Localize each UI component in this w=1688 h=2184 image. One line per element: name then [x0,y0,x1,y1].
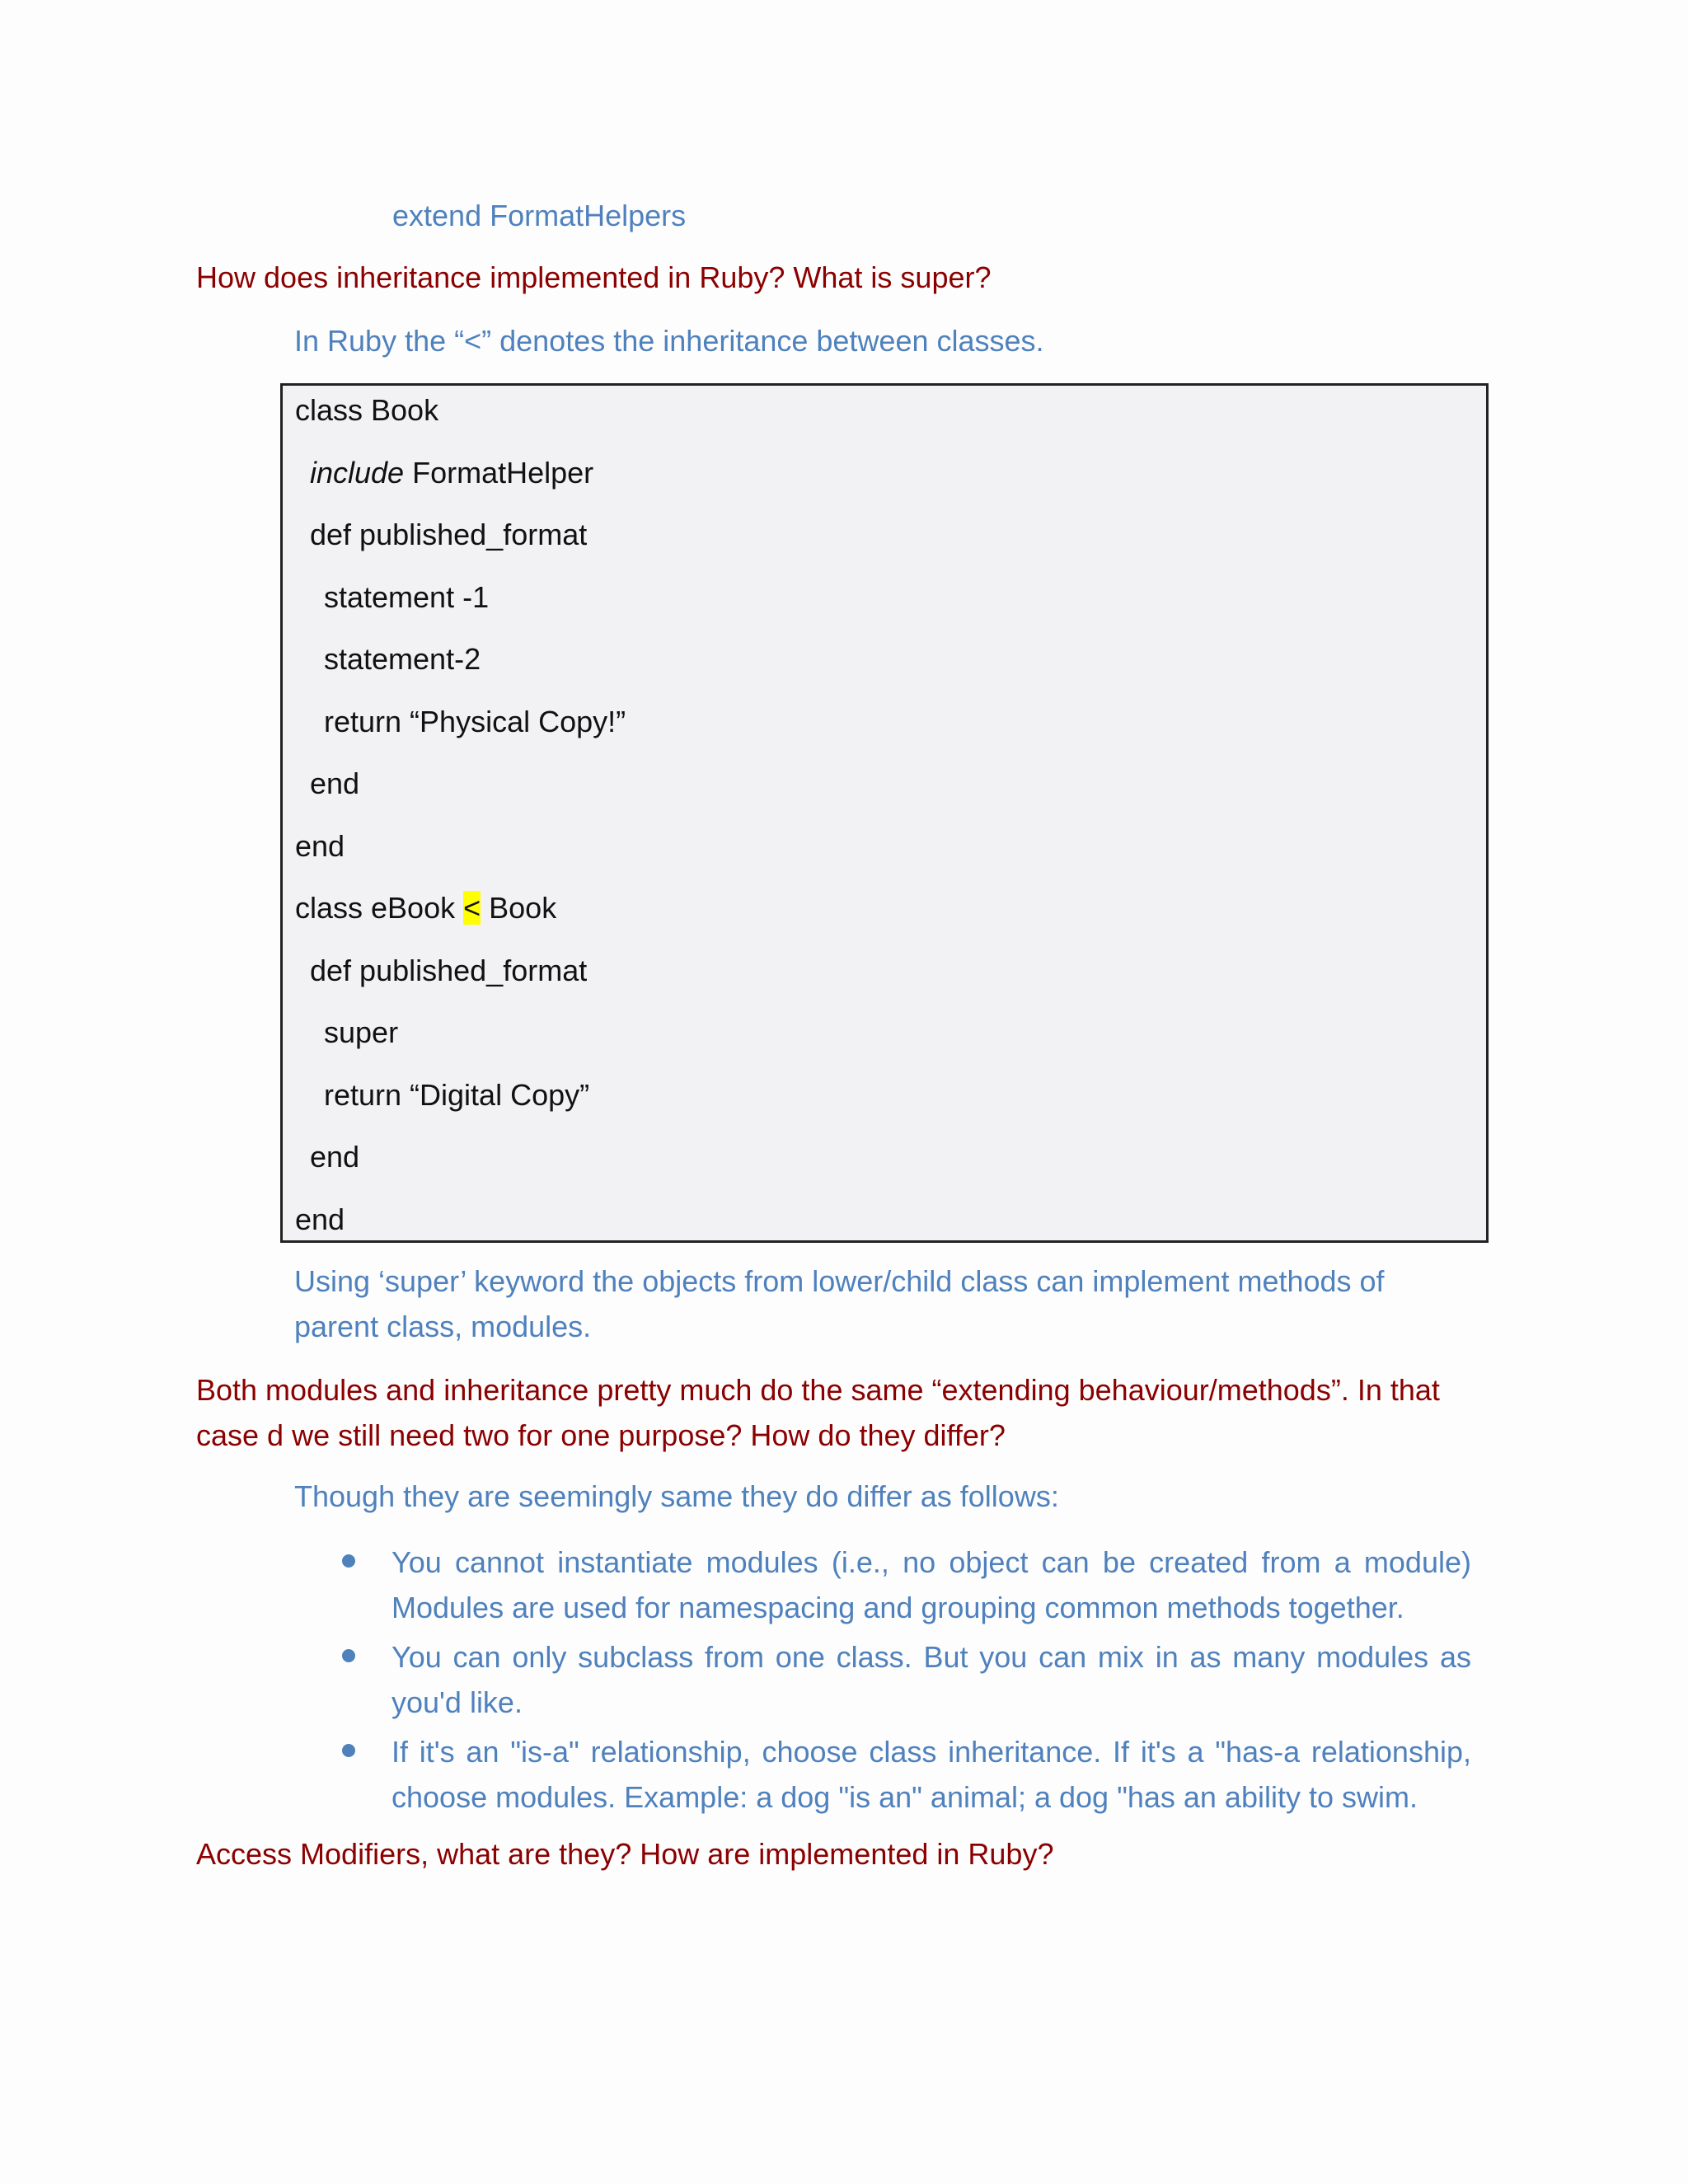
bullet-icon [342,1649,355,1662]
code-text: FormatHelper [404,456,594,490]
list-item [342,1540,1471,1630]
list-item-text: You cannot instantiate modules (i.e., no object can be created from a module) Modules are used for namespacing and grouping common methods together. [392,1545,1471,1624]
code-line: statement-2 [324,642,481,676]
code-line: def published_format [310,518,588,551]
code-keyword: include [310,456,405,490]
list-item [342,1729,1471,1820]
code-line [295,890,556,926]
code-line: def published_format [310,954,588,987]
list-item [342,1634,1471,1725]
code-line: class Book [295,393,439,427]
code-line: end [310,766,360,800]
code-line: end [295,1202,345,1236]
code-line: return “Physical Copy!” [324,705,626,738]
code-line: end [310,1140,360,1174]
code-line [310,455,593,491]
code-line: super [324,1015,399,1049]
code-line: return “Digital Copy” [324,1078,590,1112]
code-line: statement -1 [324,580,490,614]
extend-line: extend FormatHelpers [392,199,687,232]
answer-differences-intro: Though they are seemingly same they do differ as follows: [294,1479,1059,1513]
question-modules-vs-inheritance: Both modules and inheritance pretty much do the same “extending behaviour/methods”. In that case d we still need two for one purpose? How do they differ? [196,1373,1440,1452]
differences-list [342,1540,1471,1824]
highlighted-operator: < [463,891,481,925]
code-text: Book [481,891,557,925]
list-item-text: You can only subclass from one class. But you can mix in as many modules as you'd like. [392,1640,1471,1719]
answer-super-explanation: Using ‘super’ keyword the objects from lower/child class can implement methods of parent class, modules. [294,1264,1385,1343]
bullet-icon [342,1744,355,1757]
code-line: end [295,829,345,863]
question-inheritance: How does inheritance implemented in Ruby? What is super? [196,260,992,294]
code-block [280,383,1489,1243]
answer-inheritance-intro: In Ruby the “<” denotes the inheritance between classes. [294,324,1044,358]
code-text: class eBook [295,891,464,925]
list-item-text: If it's an "is-a" relationship, choose class inheritance. If it's a "has-a relationship, choose modules. Example: a dog "is an" animal; a dog "has an ability to swim. [392,1735,1471,1814]
bullet-icon [342,1554,355,1568]
question-access-modifiers: Access Modifiers, what are they? How are implemented in Ruby? [196,1837,1054,1871]
